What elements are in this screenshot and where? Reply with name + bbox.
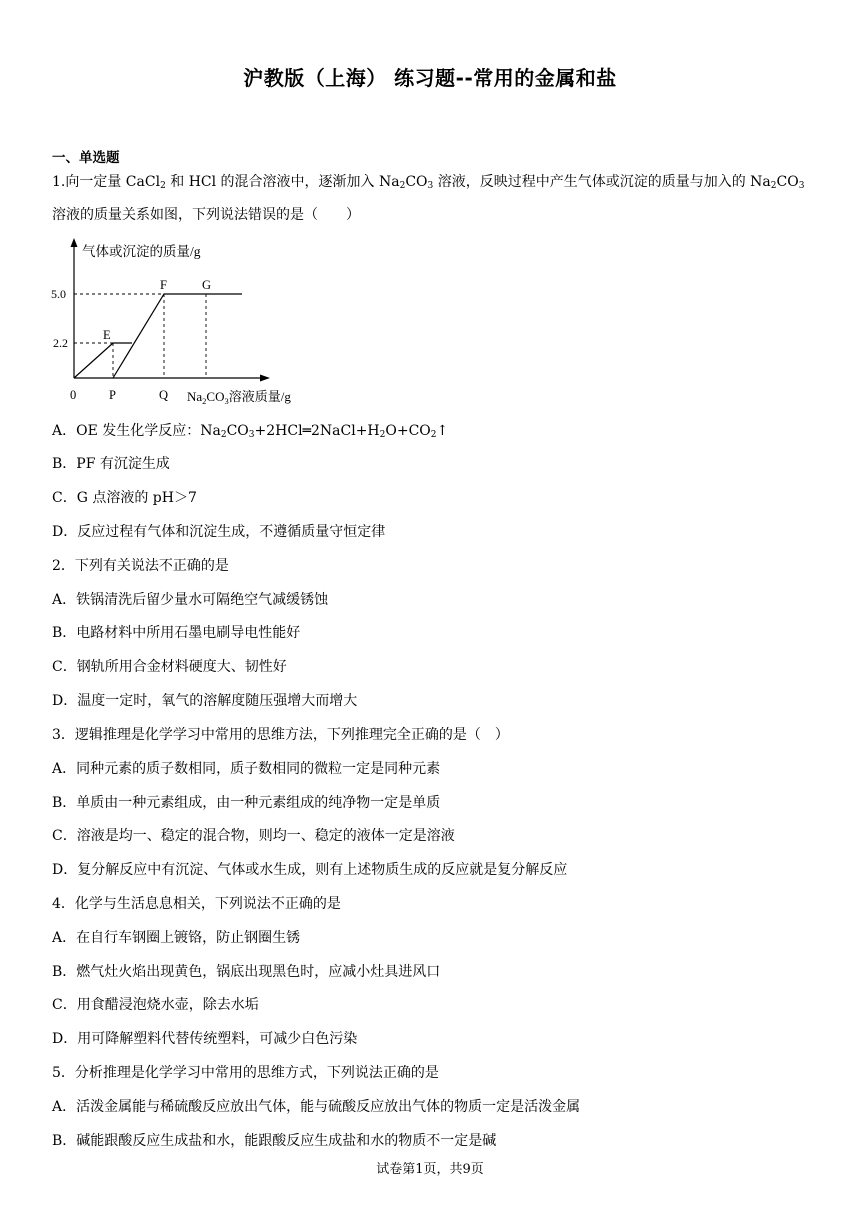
q4-option-b: B．燃气灶火焰出现黄色，锅底出现黑色时，应减小灶具进风口 [52, 964, 441, 980]
q1-graph [48, 236, 318, 406]
q1-option-b: B．PF 有沉淀生成 [52, 456, 170, 472]
point-p: P [109, 388, 116, 402]
q4-stem: 4．化学与生活息息相关，下列说法不正确的是 [52, 896, 341, 912]
q5-option-a: A．活泼金属能与稀硫酸反应放出气体，能与硫酸反应放出气体的物质一定是活泼金属 [52, 1099, 581, 1115]
q2-option-d: D．温度一定时，氧气的溶解度随压强增大而增大 [52, 693, 358, 709]
q1-option-c: C．G 点溶液的 pH＞7 [52, 490, 197, 506]
q2-option-a: A．铁锅清洗后留少量水可隔绝空气减缓锈蚀 [52, 592, 329, 608]
q2-option-c: C．钢轨所用合金材料硬度大、韧性好 [52, 659, 287, 675]
q3-stem: 3．逻辑推理是化学学习中常用的思维方法，下列推理完全正确的是（ ） [52, 727, 509, 743]
q3-option-b: B．单质由一种元素组成，由一种元素组成的纯净物一定是单质 [52, 795, 441, 811]
q5-stem: 5．分析推理是化学学习中常用的思维方式，下列说法正确的是 [52, 1065, 439, 1081]
x-axis-arrow-icon [260, 375, 270, 382]
page-title: 沪教版（上海） 练习题--常用的金属和盐 [243, 66, 617, 90]
q1-option-d: D．反应过程有气体和沉淀生成，不遵循质量守恒定律 [52, 524, 386, 540]
y-axis-arrow-icon [71, 238, 78, 247]
point-f: F [160, 278, 167, 292]
q3-option-c: C．溶液是均一、稳定的混合物，则均一、稳定的液体一定是溶液 [52, 828, 455, 844]
q5-option-b: B．碱能跟酸反应生成盐和水，能跟酸反应生成盐和水的物质不一定是碱 [52, 1133, 497, 1149]
y-axis-label: 气体或沉淀的质量/g [82, 244, 201, 259]
q4-option-d: D．用可降解塑料代替传统塑料，可减少白色污染 [52, 1031, 358, 1047]
point-g: G [202, 278, 212, 292]
precipitate-line [113, 294, 242, 378]
q3-option-a: A．同种元素的质子数相同，质子数相同的微粒一定是同种元素 [52, 761, 441, 777]
q4-option-c: C．用食醋浸泡烧水壶，除去水垢 [52, 997, 259, 1013]
q4-option-a: A．在自行车钢圈上镀铬，防止钢圈生锈 [52, 930, 301, 946]
page-footer: 试卷第1页，共9页 [376, 1162, 484, 1177]
q2-option-b: B．电路材料中所用石墨电刷导电性能好 [52, 625, 301, 641]
x-axis-label: $Na_2CO_3$溶液质量/g [187, 389, 291, 406]
origin-label: 0 [70, 388, 77, 402]
point-q: Q [159, 388, 169, 402]
q1-stem-line1: 1.向一定量 CaCl$_2$ 和 HCl 的混合溶液中，逐渐加入 $Na_2CO_3$ 溶液，反映过程中产生气体或沉淀的质量与加入的 $Na_2CO_3$ [52, 174, 805, 191]
section-heading: 一、单选题 [52, 150, 120, 166]
point-e: E [103, 328, 111, 342]
q1-option-a: A．OE 发生化学反应：$Na_2CO_3+2HCl═2NaCl+H_2O+CO_2↑$ [52, 423, 449, 440]
tick-2-2: 2.2 [53, 336, 68, 350]
q1-stem-line2: 溶液的质量关系如图，下列说法错误的是（ ） [52, 207, 360, 223]
q2-stem: 2．下列有关说法不正确的是 [52, 558, 229, 574]
q3-option-d: D．复分解反应中有沉淀、气体或水生成，则有上述物质生成的反应就是复分解反应 [52, 862, 568, 878]
tick-5: 5.0 [51, 287, 66, 301]
